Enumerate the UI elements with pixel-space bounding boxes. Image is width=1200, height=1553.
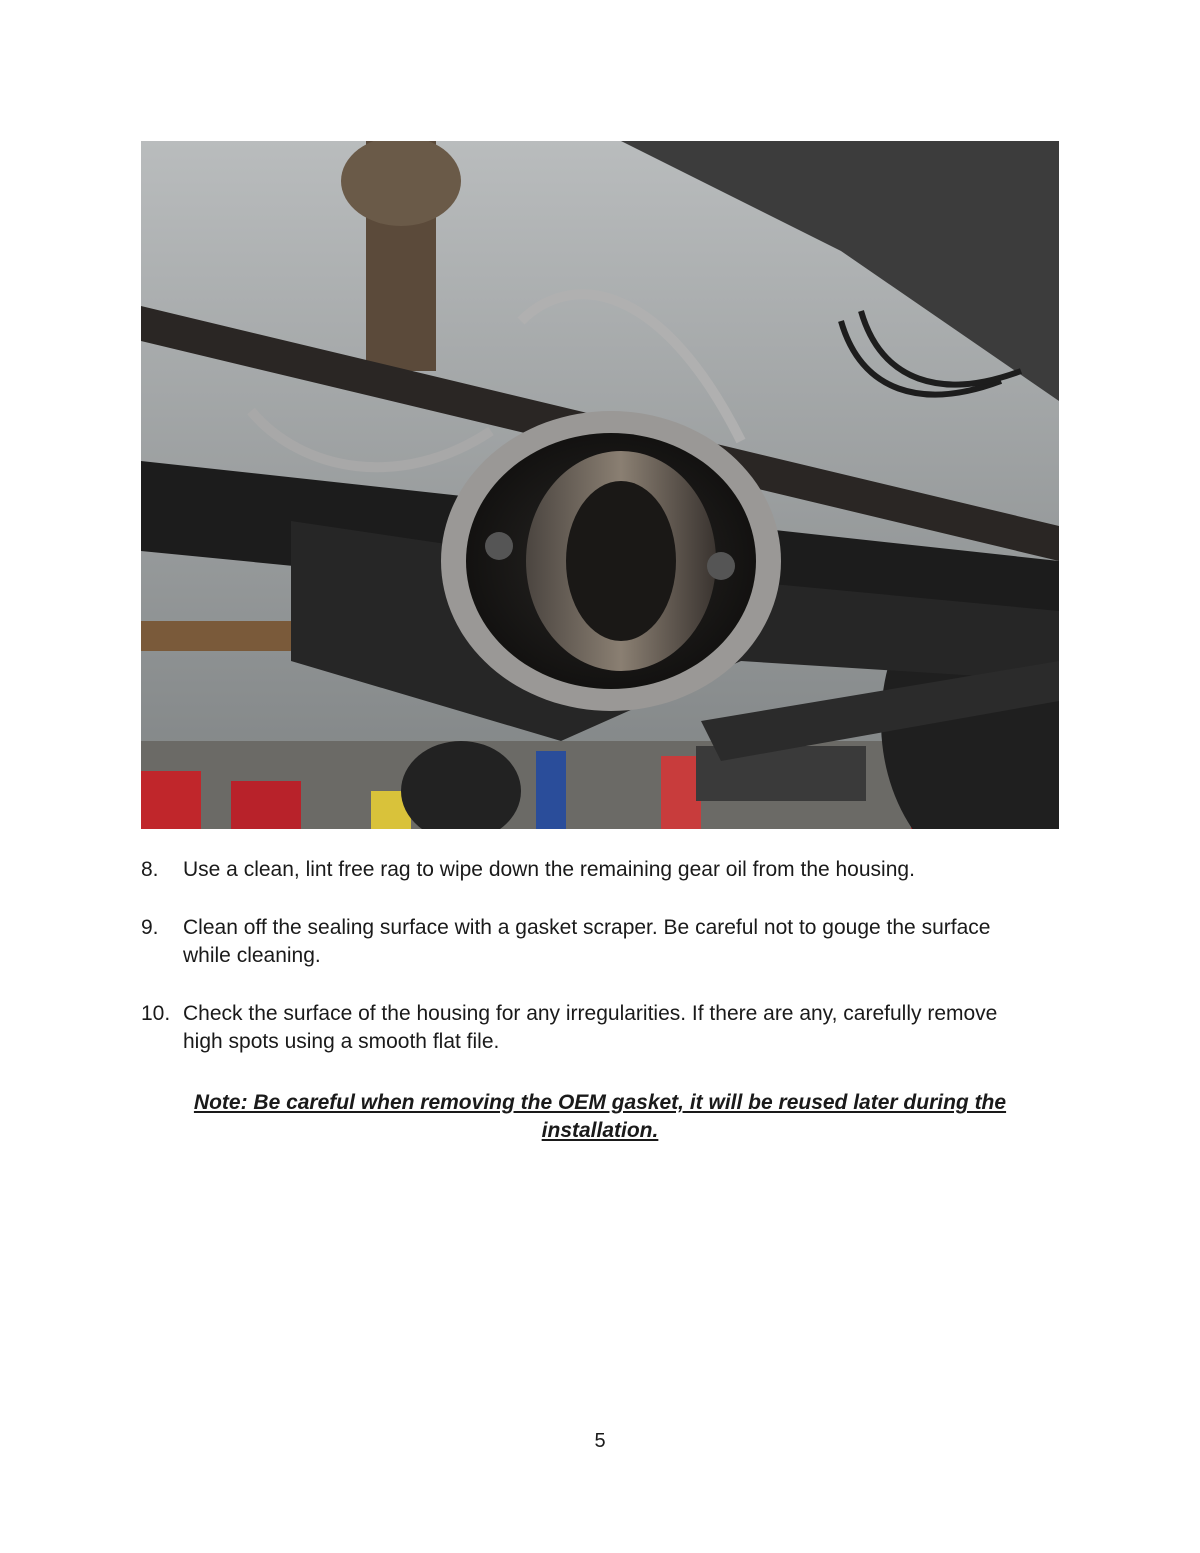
caution-note: Note: Be careful when removing the OEM gasket, it will be reused later during the installation. [193,1091,1007,1142]
step-text: Clean off the sealing surface with a gasket scraper. Be careful not to gouge the surface while cleaning. [183,916,991,967]
differential-photo [141,141,1059,829]
step-number: 8. [141,858,159,881]
step-text: Use a clean, lint free rag to wipe down the remaining gear oil from the housing. [183,858,915,881]
step-item [141,856,1041,884]
step-number: 9. [141,916,159,939]
step-text: Check the surface of the housing for any irregularities. If there are any, carefully remove high spots using a smooth flat file. [183,1002,998,1053]
instruction-steps [141,856,1041,1086]
step-item [141,1000,1041,1056]
step-number: 10. [141,1002,171,1025]
step-item [141,914,1041,970]
page-number: 5 [594,1430,606,1452]
